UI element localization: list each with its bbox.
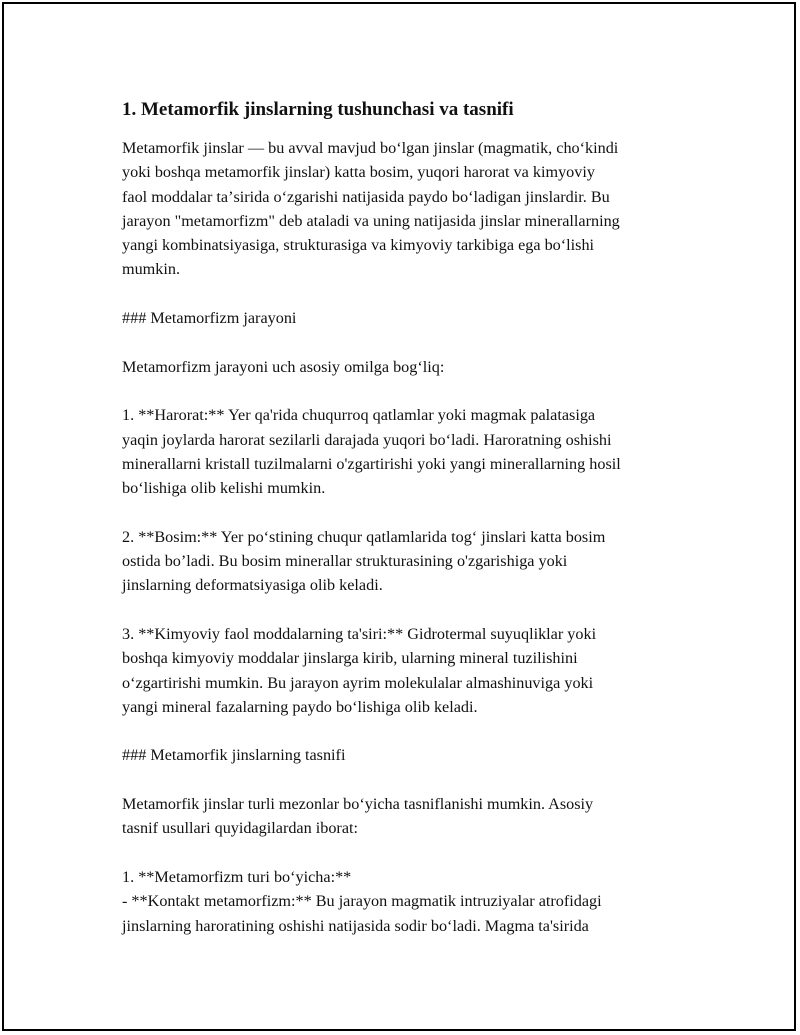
paragraph-factors-intro: Metamorfizm jarayoni uch asosiy omilga bogʻliq: bbox=[122, 357, 445, 376]
document-body bbox=[122, 98, 722, 938]
document-page bbox=[2, 2, 796, 1031]
list-item-chemical-agents: 3. **Kimyoviy faol moddalarning ta'siri:** Gidrotermal suyuqliklar yoki boshqa kimyoviy moddalar jinslarga kirib, ularning mineral tuzilishini oʻzgartirishi mumkin. Bu jarayon ayrim molekulalar almashinuviga yoki yangi mineral fazalarning paydo boʻlishiga olib keladi. bbox=[122, 624, 597, 716]
list-item-temperature: 1. **Harorat:** Yer qa'rida chuqurroq qatlamlar yoki magmak palatasiga yaqin joylarda harorat sezilarli darajada yuqori boʻladi. Haroratning oshishi minerallarni kristall tuzilmalarni o'zgartirishi yoki yangi minerallarning hosil boʻlishiga olib kelishi mumkin. bbox=[122, 406, 621, 498]
paragraph-intro: Metamorfik jinslar — bu avval mavjud boʻlgan jinslar (magmatik, choʻkindi yoki boshqa metamorfik jinslar) katta bosim, yuqori harorat va kimyoviy faol moddalar taʼsirida oʻzgarishi natijasida paydo boʻladigan jinslardir. Bu jarayon "metamorfizm" deb ataladi va uning natijasida jinslar minerallarning yangi kombinatsiyasiga, strukturasiga va kimyoviy tarkibiga ega boʻlishi mumkin. bbox=[122, 139, 620, 279]
list-item-metamorphism-type: 1. **Metamorfizm turi boʻyicha:** - **Kontakt metamorfizm:** Bu jarayon magmatik intruziyalar atrofidagi jinslarning haroratining oshishi natijasida sodir boʻladi. Magma ta'sirida bbox=[122, 867, 602, 935]
document-title: 1. Metamorfik jinslarning tushunchasi va tasnifi bbox=[122, 99, 514, 120]
subheading-metamorphism-process: ### Metamorfizm jarayoni bbox=[122, 309, 297, 328]
subheading-classification: ### Metamorfik jinslarning tasnifi bbox=[122, 746, 346, 765]
list-item-pressure: 2. **Bosim:** Yer poʻstining chuqur qatlamlarida togʻ jinslari katta bosim ostida boʼladi. Bu bosim minerallar strukturasining o'zgarishiga yoki jinslarning deformatsiyasiga olib keladi. bbox=[122, 527, 606, 595]
paragraph-classification-intro: Metamorfik jinslar turli mezonlar boʻyicha tasniflanishi mumkin. Asosiy tasnif usullari quyidagilardan iborat: bbox=[122, 795, 594, 838]
